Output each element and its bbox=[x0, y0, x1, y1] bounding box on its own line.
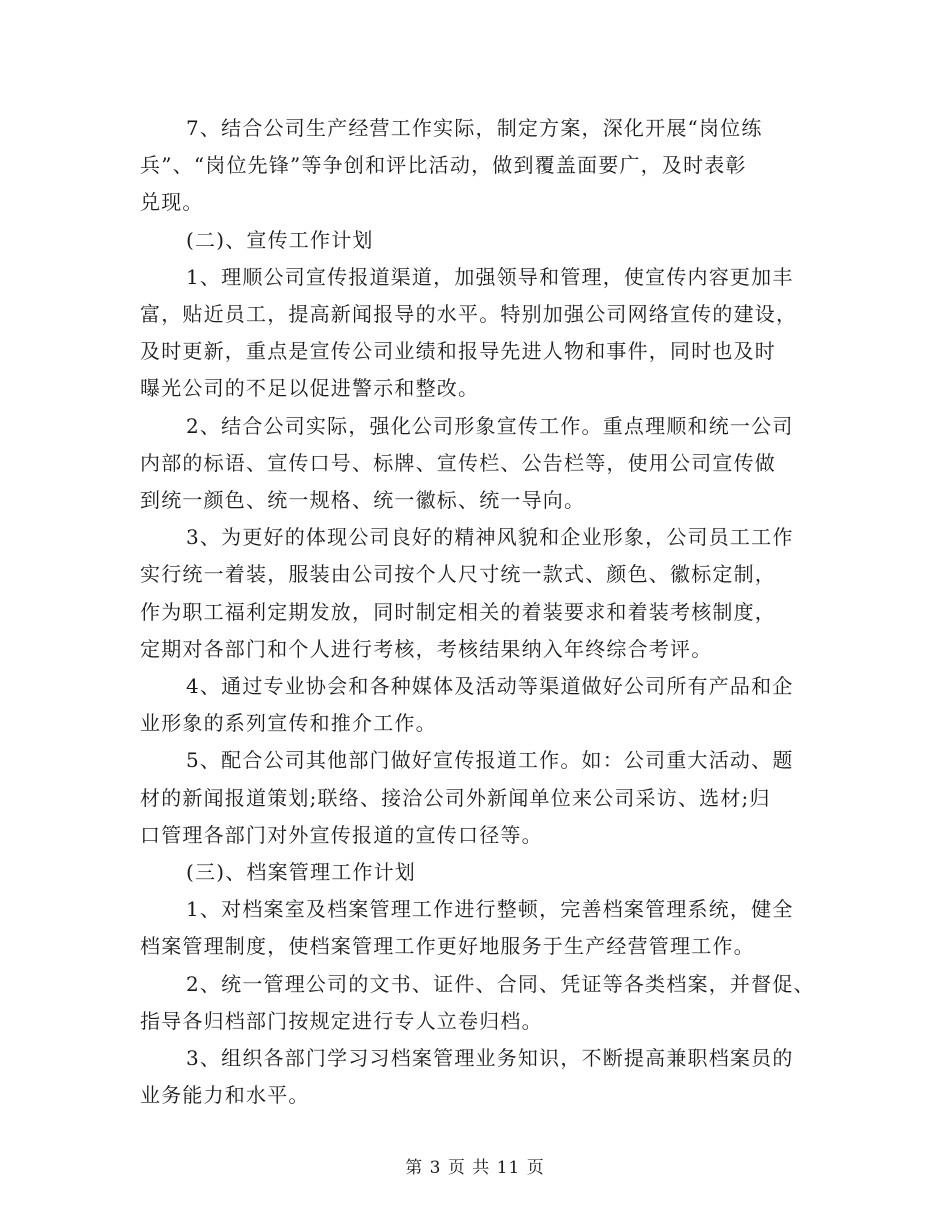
text-line: 内部的标语、宣传口号、标牌、宣传栏、公告栏等，使用公司宣传做 bbox=[140, 450, 776, 475]
paragraph bbox=[140, 1040, 810, 1114]
text-line: 1、对档案室及档案管理工作进行整顿，完善档案管理系统，健全 bbox=[186, 897, 794, 922]
paragraph bbox=[140, 966, 815, 1040]
paragraph bbox=[140, 259, 810, 408]
text-line: 1、理顺公司宣传报道渠道，加强领导和管理，使宣传内容更加丰 bbox=[186, 264, 794, 289]
text-line: 富，贴近员工，提高新闻报导的水平。特别加强公司网络宣传的建设， bbox=[140, 302, 798, 327]
text-line: 曝光公司的不足以促进警示和整改。 bbox=[140, 376, 480, 401]
text-line: 兑现。 bbox=[140, 190, 204, 215]
text-line: (三)、档案管理工作计划 bbox=[186, 860, 417, 885]
page-footer: 第 3 页 共 11 页 bbox=[405, 1158, 545, 1178]
text-line: 材的新闻报道策划;联络、接洽公司外新闻单位来公司采访、选材;归 bbox=[140, 785, 771, 810]
text-line: 作为职工福利定期发放，同时制定相关的着装要求和着装考核制度， bbox=[140, 599, 776, 624]
text-line: 兵”、“岗位先锋”等争创和评比活动，做到覆盖面要广，及时表彰 bbox=[140, 153, 747, 178]
text-line: 到统一颜色、统一规格、统一徽标、统一导向。 bbox=[140, 488, 586, 513]
text-line: 定期对各部门和个人进行考核，考核结果纳入年终综合考评。 bbox=[140, 636, 713, 661]
text-line: 业形象的系列宣传和推介工作。 bbox=[140, 711, 437, 736]
paragraph bbox=[140, 891, 810, 965]
text-line: 2、统一管理公司的文书、证件、合同、凭证等各类档案，并督促、 bbox=[186, 971, 815, 996]
document-body bbox=[140, 110, 815, 1114]
text-line: 及时更新，重点是宣传公司业绩和报导先进人物和事件，同时也及时 bbox=[140, 339, 776, 364]
text-line: 3、为更好的体现公司良好的精神风貌和企业形象，公司员工工作 bbox=[186, 525, 794, 550]
section-heading bbox=[140, 222, 810, 259]
text-line: 口管理各部门对外宣传报道的宣传口径等。 bbox=[140, 822, 543, 847]
paragraph bbox=[140, 408, 810, 520]
text-line: 5、配合公司其他部门做好宣传报道工作。如：公司重大活动、题 bbox=[186, 748, 794, 773]
text-line: 实行统一着装，服装由公司按个人尺寸统一款式、颜色、徽标定制， bbox=[140, 562, 776, 587]
text-line: 4、通过专业协会和各种媒体及活动等渠道做好公司所有产品和企 bbox=[186, 674, 794, 699]
text-line: 指导各归档部门按规定进行专人立卷归档。 bbox=[140, 1008, 543, 1033]
text-line: 业务能力和水平。 bbox=[140, 1083, 310, 1108]
text-line: (二)、宣传工作计划 bbox=[186, 227, 374, 252]
paragraph bbox=[140, 110, 810, 222]
text-line: 7、结合公司生产经营工作实际，制定方案，深化开展“岗位练 bbox=[186, 116, 763, 140]
text-line: 2、结合公司实际，强化公司形象宣传工作。重点理顺和统一公司 bbox=[186, 413, 794, 438]
paragraph bbox=[140, 519, 810, 668]
text-line: 3、组织各部门学习习档案管理业务知识，不断提高兼职档案员的 bbox=[186, 1046, 794, 1071]
text-line: 档案管理制度，使档案管理工作更好地服务于生产经营管理工作。 bbox=[140, 934, 755, 959]
paragraph bbox=[140, 668, 810, 742]
paragraph bbox=[140, 742, 810, 854]
section-heading bbox=[140, 854, 810, 891]
